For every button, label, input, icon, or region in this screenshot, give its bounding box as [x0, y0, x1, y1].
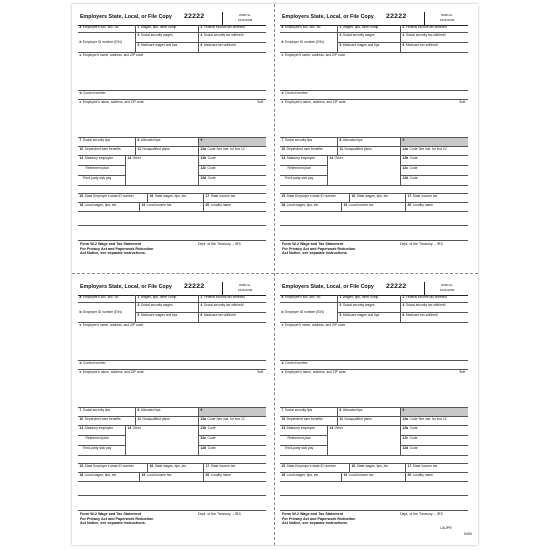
blank-row [78, 212, 266, 226]
box-19[interactable]: 19 Local income tax [140, 473, 204, 482]
box-11[interactable]: 11 Nonqualified plans [338, 417, 401, 426]
box-13-retirement-plan[interactable]: Retirement plan [280, 436, 328, 446]
box-2[interactable]: 2 Federal income tax withheld [401, 295, 468, 303]
blank-row [78, 456, 266, 464]
box-12a[interactable]: 12a Code See inst. for box 12 [199, 417, 266, 426]
box-6[interactable]: 6 Medicare tax withheld [401, 43, 468, 53]
box-15[interactable]: 15 State Employer's state ID number [78, 194, 148, 203]
box-8[interactable]: 8 Allocated tips [338, 138, 401, 147]
footer-form-name: Form W-2 Wage and Tax Statement [282, 242, 344, 246]
footer-privacy-line: For Privacy Act and Paperwork Reduction [282, 246, 356, 251]
box-8[interactable]: 8 Allocated tips [136, 408, 199, 417]
box-16[interactable]: 16 State wages, tips, etc. [350, 194, 406, 203]
box-11[interactable]: 11 Nonqualified plans [136, 417, 199, 426]
box-6[interactable]: 6 Medicare tax withheld [401, 313, 468, 323]
box-1[interactable]: 1 Wages, tips, other comp. [136, 25, 199, 33]
blank-row [280, 186, 468, 194]
box-3[interactable]: 3 Social security wages [136, 303, 199, 313]
box-7[interactable]: 7 Social security tips [78, 408, 136, 417]
box-13-third-party-sick-pay[interactable]: Third-party sick pay [78, 176, 126, 186]
form-footer [280, 511, 468, 536]
box-e-employee-address[interactable]: e Employee's name, address, and ZIP code Suff. [280, 370, 468, 408]
w2-sheet [72, 4, 478, 545]
box-12c[interactable]: 12c Code [199, 166, 266, 176]
box-4[interactable]: 4 Social security tax withheld [199, 33, 266, 43]
box-6[interactable]: 6 Medicare tax withheld [199, 43, 266, 53]
box-4[interactable]: 4 Social security tax withheld [199, 303, 266, 313]
box-7[interactable]: 7 Social security tips [280, 138, 338, 147]
box-5[interactable]: 5 Medicare wages and tips [338, 43, 401, 53]
box-b[interactable]: b Employer ID number (EIN) [78, 303, 136, 323]
blank-row [280, 212, 468, 226]
box-20[interactable]: 20 Locality name [204, 473, 266, 482]
box-12b[interactable]: 12b Code [401, 426, 468, 436]
form-header [280, 282, 468, 296]
omb-number: OMB No. 1545-0008 [222, 282, 267, 295]
box-b[interactable]: b Employer ID number (EIN) [78, 33, 136, 53]
box-18[interactable]: 18 Local wages, tips, etc. [280, 473, 342, 482]
box-20[interactable]: 20 Locality name [406, 473, 468, 482]
box-d-control-number[interactable]: d Control number [280, 361, 468, 370]
footer-department: Dept. of the Treasury -- IRS [198, 242, 241, 246]
box-18[interactable]: 18 Local wages, tips, etc. [280, 203, 342, 212]
box-13-statutory-employee[interactable]: 13 Statutory employee [280, 426, 328, 436]
box-13-third-party-sick-pay[interactable]: Third-party sick pay [280, 176, 328, 186]
box-17[interactable]: 17 State income tax [204, 194, 266, 203]
form-title: Employers State, Local, or File Copy [282, 14, 374, 20]
form-header [280, 12, 468, 26]
horizontal-perforation [72, 273, 478, 274]
footer-notice-line: Act Notice, see separate instructions. [282, 521, 348, 525]
box-12b[interactable]: 12b Code [199, 156, 266, 166]
sheet-number: 5409 [464, 532, 472, 536]
box-11[interactable]: 11 Nonqualified plans [338, 147, 401, 156]
form-header [78, 282, 266, 296]
box-4[interactable]: 4 Social security tax withheld [401, 303, 468, 313]
box-12d[interactable]: 12d Code [401, 176, 468, 186]
footer-form-name: Form W-2 Wage and Tax Statement [282, 512, 344, 516]
box-10[interactable]: 10 Dependent care benefits [280, 147, 338, 156]
box-13-retirement-plan[interactable]: Retirement plan [78, 436, 126, 446]
box-2[interactable]: 2 Federal income tax withheld [401, 25, 468, 33]
box-20[interactable]: 20 Locality name [204, 203, 266, 212]
box-a[interactable]: a Employee's soc. sec. no. [78, 295, 136, 303]
box-13-third-party-sick-pay[interactable]: Third-party sick pay [280, 446, 328, 456]
box-e-employee-address[interactable]: e Employee's name, address, and ZIP code Suff. [280, 100, 468, 138]
form-footer [78, 511, 266, 536]
form-header [78, 12, 266, 26]
footer-form-name: Form W-2 Wage and Tax Statement [80, 242, 142, 246]
blank-row [78, 482, 266, 496]
form-code: 22222 [184, 13, 205, 20]
box-c-employer-address[interactable]: c Employer's name, address, and ZIP code [78, 323, 266, 361]
box-c-employer-address[interactable]: c Employer's name, address, and ZIP code [280, 53, 468, 91]
form-title: Employers State, Local, or File Copy [80, 14, 172, 20]
footer-privacy-line: For Privacy Act and Paperwork Reduction [80, 246, 154, 251]
form-code: 22222 [386, 13, 407, 20]
box-1[interactable]: 1 Wages, tips, other comp. [338, 295, 401, 303]
box-3[interactable]: 3 Social security wages [136, 33, 199, 43]
box-15[interactable]: 15 State Employer's state ID number [280, 464, 350, 473]
footer-department: Dept. of the Treasury -- IRS [198, 512, 241, 516]
blank-row [280, 456, 468, 464]
box-e-employee-address[interactable]: e Employee's name, address, and ZIP code Suff. [78, 370, 266, 408]
sheet-code: LAUPR [440, 526, 452, 530]
footer-notice-line: Act Notice, see separate instructions. [282, 251, 348, 255]
box-17[interactable]: 17 State income tax [204, 464, 266, 473]
box-14[interactable]: 14 Other [328, 156, 401, 186]
w2-form-top-left [78, 12, 266, 266]
box-b[interactable]: b Employer ID number (EIN) [280, 33, 338, 53]
box-2[interactable]: 2 Federal income tax withheld [199, 25, 266, 33]
vertical-perforation [274, 4, 275, 545]
omb-number: OMB No. 1545-0008 [222, 12, 267, 25]
blank-row [78, 226, 266, 241]
box-14[interactable]: 14 Other [126, 426, 199, 456]
form-footer [280, 241, 468, 266]
box-11[interactable]: 11 Nonqualified plans [136, 147, 199, 156]
box-7[interactable]: 7 Social security tips [280, 408, 338, 417]
box-12c[interactable]: 12c Code [199, 436, 266, 446]
omb-number: OMB No. 1545-0008 [424, 12, 469, 25]
box-5[interactable]: 5 Medicare wages and tips [136, 313, 199, 323]
footer-form-name: Form W-2 Wage and Tax Statement [80, 512, 142, 516]
footer-privacy-line: For Privacy Act and Paperwork Reduction [282, 516, 356, 521]
box-13-retirement-plan[interactable]: Retirement plan [280, 166, 328, 176]
box-1[interactable]: 1 Wages, tips, other comp. [338, 25, 401, 33]
box-13-statutory-employee[interactable]: 13 Statutory employee [78, 156, 126, 166]
box-a[interactable]: a Employee's soc. sec. no. [280, 25, 338, 33]
box-13-third-party-sick-pay[interactable]: Third-party sick pay [78, 446, 126, 456]
box-9: 9 [401, 138, 468, 147]
box-9: 9 [401, 408, 468, 417]
box-10[interactable]: 10 Dependent care benefits [78, 417, 136, 426]
box-12d[interactable]: 12d Code [401, 446, 468, 456]
box-8[interactable]: 8 Allocated tips [136, 138, 199, 147]
footer-department: Dept. of the Treasury -- IRS [400, 242, 443, 246]
box-7[interactable]: 7 Social security tips [78, 138, 136, 147]
box-10[interactable]: 10 Dependent care benefits [78, 147, 136, 156]
box-16[interactable]: 16 State wages, tips, etc. [148, 194, 204, 203]
footer-notice-line: Act Notice, see separate instructions. [80, 251, 146, 255]
box-18[interactable]: 18 Local wages, tips, etc. [78, 473, 140, 482]
box-12a[interactable]: 12a Code See inst. for box 12 [199, 147, 266, 156]
box-5[interactable]: 5 Medicare wages and tips [338, 313, 401, 323]
box-15[interactable]: 15 State Employer's state ID number [78, 464, 148, 473]
blank-row [280, 482, 468, 496]
blank-row [280, 226, 468, 241]
box-12c[interactable]: 12c Code [401, 166, 468, 176]
w2-form-bottom-right [280, 282, 468, 536]
box-8[interactable]: 8 Allocated tips [338, 408, 401, 417]
box-d-control-number[interactable]: d Control number [78, 91, 266, 100]
w2-form-bottom-left [78, 282, 266, 536]
box-10[interactable]: 10 Dependent care benefits [280, 417, 338, 426]
box-3[interactable]: 3 Social security wages [338, 303, 401, 313]
box-6[interactable]: 6 Medicare tax withheld [199, 313, 266, 323]
w2-form-top-right [280, 12, 468, 266]
box-13-statutory-employee[interactable]: 13 Statutory employee [78, 426, 126, 436]
form-code: 22222 [184, 283, 205, 290]
box-13-statutory-employee[interactable]: 13 Statutory employee [280, 156, 328, 166]
blank-row [78, 496, 266, 511]
box-c-employer-address[interactable]: c Employer's name, address, and ZIP code [280, 323, 468, 361]
box-12b[interactable]: 12b Code [401, 156, 468, 166]
form-code: 22222 [386, 283, 407, 290]
box-a[interactable]: a Employee's soc. sec. no. [280, 295, 338, 303]
box-18[interactable]: 18 Local wages, tips, etc. [78, 203, 140, 212]
box-19[interactable]: 19 Local income tax [342, 473, 406, 482]
box-e-employee-address[interactable]: e Employee's name, address, and ZIP code Suff. [78, 100, 266, 138]
box-19[interactable]: 19 Local income tax [342, 203, 406, 212]
box-4[interactable]: 4 Social security tax withheld [401, 33, 468, 43]
omb-number: OMB No. 1545-0008 [424, 282, 469, 295]
box-16[interactable]: 16 State wages, tips, etc. [350, 464, 406, 473]
box-14[interactable]: 14 Other [126, 156, 199, 186]
box-16[interactable]: 16 State wages, tips, etc. [148, 464, 204, 473]
box-1[interactable]: 1 Wages, tips, other comp. [136, 295, 199, 303]
box-2[interactable]: 2 Federal income tax withheld [199, 295, 266, 303]
box-9: 9 [199, 408, 266, 417]
form-footer [78, 241, 266, 266]
box-d-control-number[interactable]: d Control number [78, 361, 266, 370]
box-14[interactable]: 14 Other [328, 426, 401, 456]
footer-notice-line: Act Notice, see separate instructions. [80, 521, 146, 525]
box-12a[interactable]: 12a Code See inst. for box 12 [401, 417, 468, 426]
box-12d[interactable]: 12d Code [199, 446, 266, 456]
form-title: Employers State, Local, or File Copy [282, 284, 374, 290]
box-15[interactable]: 15 State Employer's state ID number [280, 194, 350, 203]
box-12c[interactable]: 12c Code [401, 436, 468, 446]
blank-row [78, 186, 266, 194]
box-17[interactable]: 17 State income tax [406, 194, 468, 203]
box-12a[interactable]: 12a Code See inst. for box 12 [401, 147, 468, 156]
box-3[interactable]: 3 Social security wages [338, 33, 401, 43]
box-19[interactable]: 19 Local income tax [140, 203, 204, 212]
box-d-control-number[interactable]: d Control number [280, 91, 468, 100]
box-5[interactable]: 5 Medicare wages and tips [136, 43, 199, 53]
form-title: Employers State, Local, or File Copy [80, 284, 172, 290]
box-a[interactable]: a Employee's soc. sec. no. [78, 25, 136, 33]
footer-department: Dept. of the Treasury -- IRS [400, 512, 443, 516]
box-12b[interactable]: 12b Code [199, 426, 266, 436]
footer-privacy-line: For Privacy Act and Paperwork Reduction [80, 516, 154, 521]
box-13-retirement-plan[interactable]: Retirement plan [78, 166, 126, 176]
box-20[interactable]: 20 Locality name [406, 203, 468, 212]
box-b[interactable]: b Employer ID number (EIN) [280, 303, 338, 323]
box-9: 9 [199, 138, 266, 147]
blank-row [280, 496, 468, 511]
box-17[interactable]: 17 State income tax [406, 464, 468, 473]
box-c-employer-address[interactable]: c Employer's name, address, and ZIP code [78, 53, 266, 91]
box-12d[interactable]: 12d Code [199, 176, 266, 186]
